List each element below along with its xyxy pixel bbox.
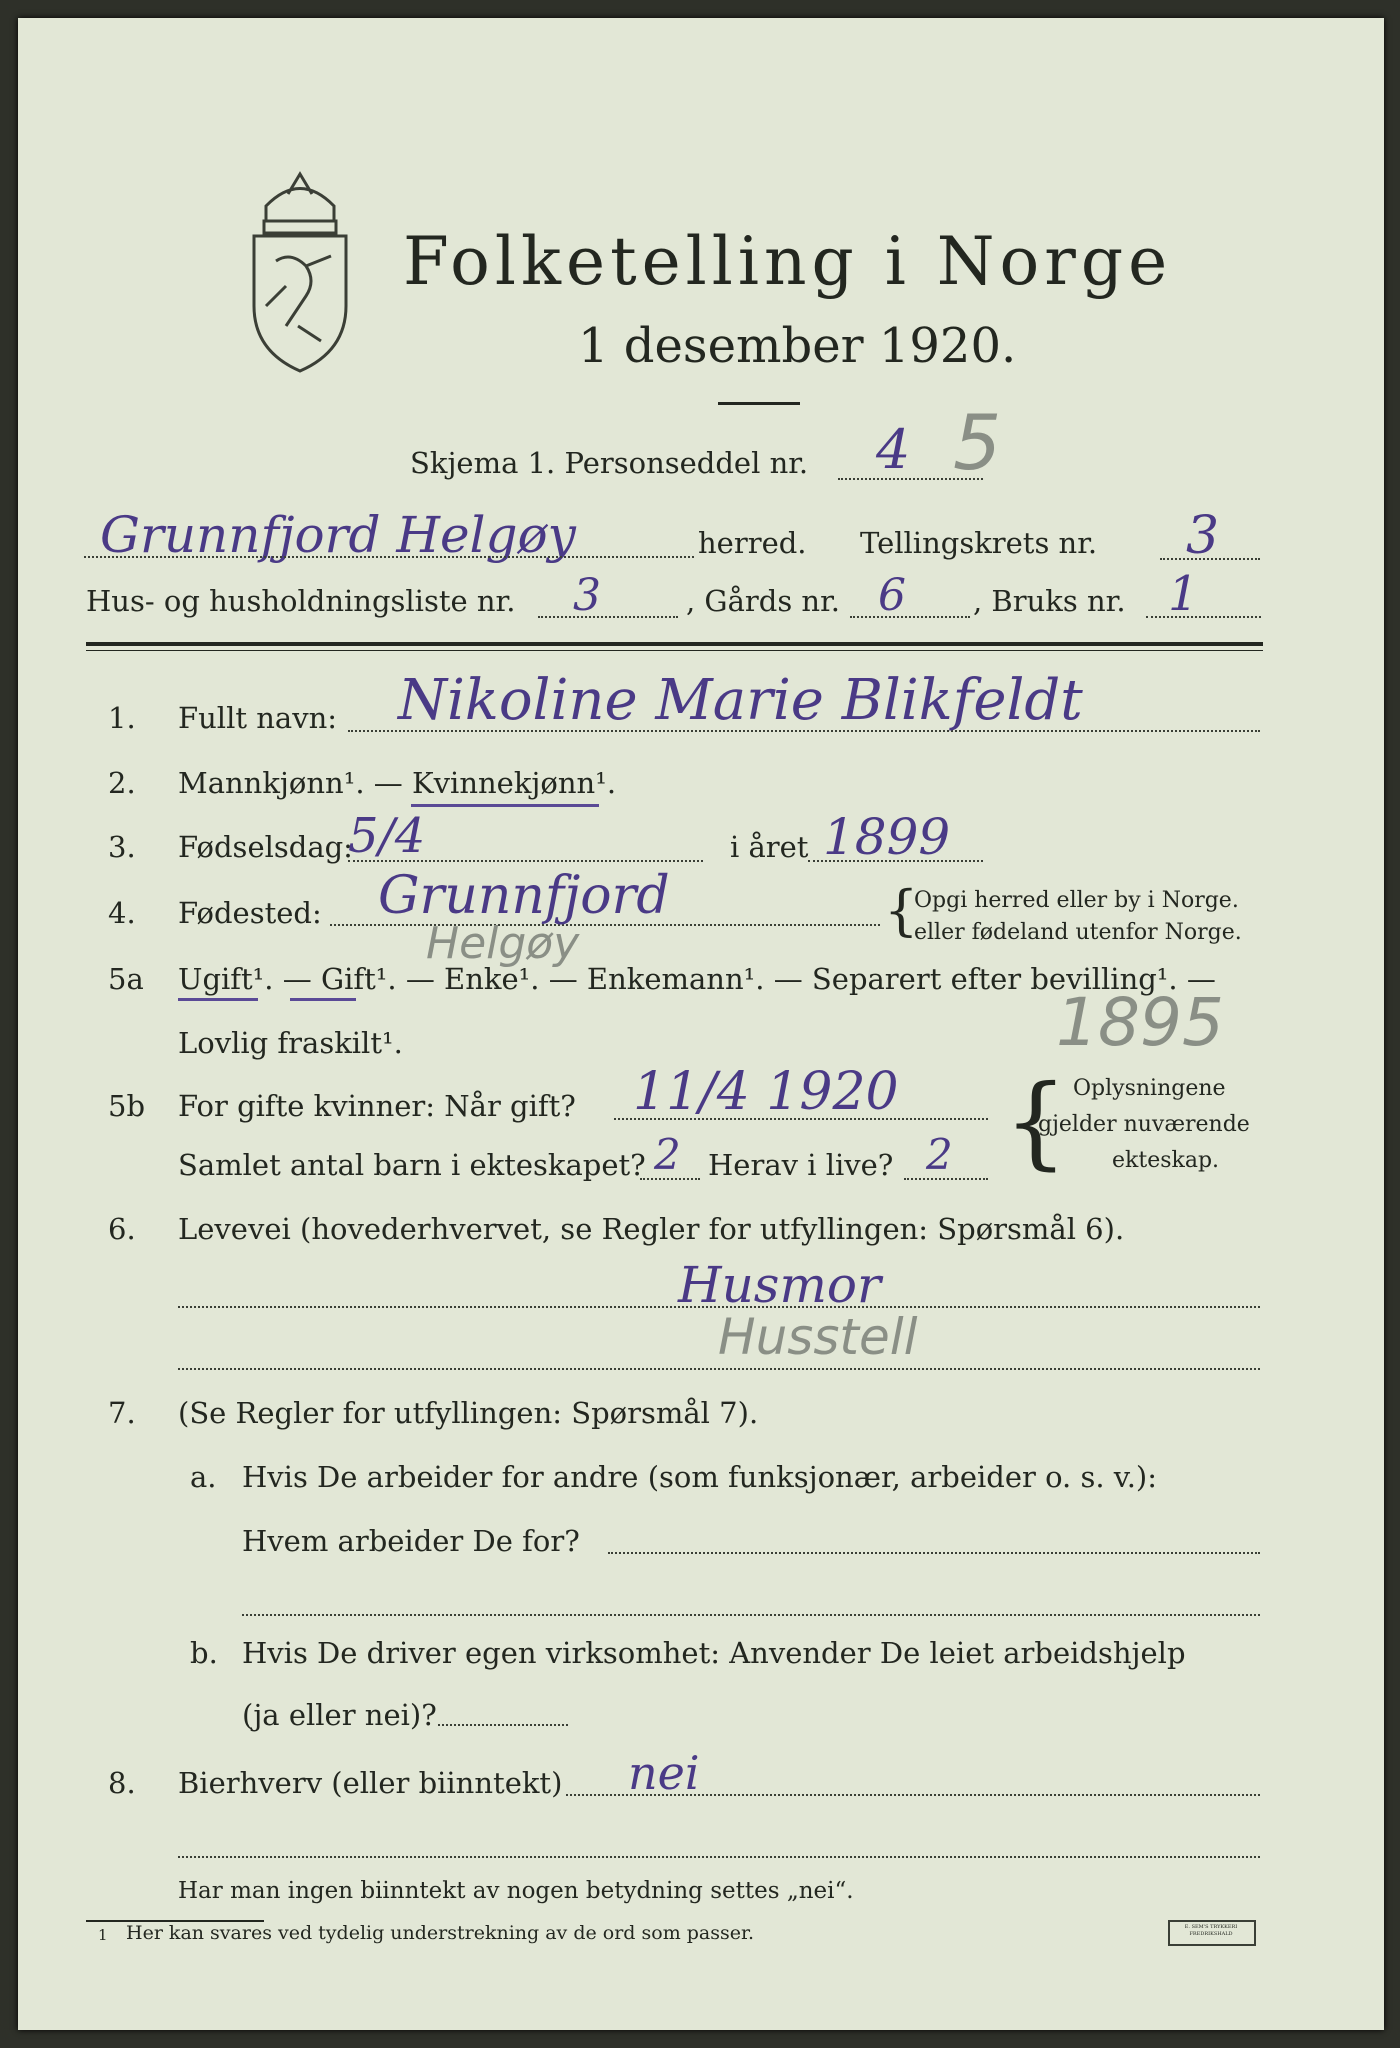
header-rule-thin [86, 650, 1263, 651]
q5b-number: 5b [108, 1089, 146, 1123]
q4-note-1: Opgi herred eller by i Norge. [914, 888, 1239, 913]
coat-of-arms-icon [236, 166, 364, 376]
q4-brace: { [884, 879, 919, 942]
q5a-underline-ugift [178, 998, 258, 1001]
husliste-dots [538, 616, 678, 618]
title-divider [718, 402, 800, 405]
q6-label: Levevei (hovederhvervet, se Regler for utfyllingen: Spørsmål 6). [178, 1212, 1125, 1246]
q2-underline [411, 804, 599, 807]
q4-note-2: eller fødeland utenfor Norge. [914, 920, 1242, 945]
bruks-dots [1146, 616, 1261, 618]
q1-label: Fullt navn: [178, 701, 338, 735]
q4-number: 4. [108, 896, 136, 930]
herred-dots [84, 556, 694, 558]
gards-value: 6 [878, 570, 906, 621]
q7a-dots-2 [242, 1614, 1260, 1616]
gards-label: , Gårds nr. [686, 584, 840, 618]
bruks-label: , Bruks nr. [973, 584, 1126, 618]
q3-year-label: i året [730, 830, 809, 864]
occupation-pencil: Husstell [718, 1308, 918, 1366]
q5a-label: Ugift¹. — Gift¹. — Enke¹. — Enkemann¹. — Separert efter bevilling¹. — [178, 962, 1216, 996]
q1-number: 1. [108, 701, 136, 735]
pencil-year-1895: 1895 [1056, 984, 1224, 1061]
q6-dots-2 [178, 1368, 1260, 1370]
side-income-value: nei [628, 1746, 700, 1800]
q5b-note-3: ekteskap. [1112, 1148, 1220, 1173]
q5b-note-2: gjelder nuværende [1038, 1112, 1250, 1137]
occupation-value: Husmor [678, 1256, 881, 1314]
full-name-value: Nikoline Marie Blikfeldt [398, 668, 1083, 733]
husliste-value: 3 [573, 570, 601, 621]
q3-number: 3. [108, 830, 136, 864]
q7b-dots [438, 1724, 568, 1726]
q5b-note-1: Oplysningene [1073, 1076, 1226, 1101]
q5b-brace: { [1004, 1063, 1068, 1180]
q5b-label: For gifte kvinner: Når gift? [178, 1089, 576, 1123]
birth-year-value: 1899 [823, 808, 951, 866]
q2-number: 2. [108, 766, 136, 800]
footnote-text: Her kan svares ved tydelig understrekning av de ord som passer. [126, 1922, 755, 1944]
q7a-dots-1 [608, 1552, 1260, 1554]
herred-value: Grunnfjord Helgøy [100, 506, 576, 564]
q8-label: Bierhverv (eller biinntekt) [178, 1766, 563, 1800]
census-form-sheet [18, 18, 1384, 2030]
footnote-mark: 1 [98, 1926, 108, 1944]
q8-dots-2 [178, 1856, 1260, 1858]
herred-label: herred. [698, 526, 807, 560]
q7a-letter: a. [190, 1460, 217, 1494]
personseddel-nr-pencil: 5 [953, 398, 1002, 487]
children-alive-value: 2 [926, 1130, 953, 1179]
q5a-number: 5a [108, 962, 144, 996]
tellingskrets-value: 3 [1186, 506, 1220, 566]
married-when-value: 11/4 1920 [633, 1062, 899, 1122]
husliste-label: Hus- og husholdningsliste nr. [86, 584, 516, 618]
gards-dots [850, 616, 970, 618]
form-title: Folketelling i Norge [403, 223, 1173, 300]
q7b-label-2: (ja eller nei)? [242, 1698, 437, 1732]
q7a-label: Hvis De arbeider for andre (som funksjonær, arbeider o. s. v.): [242, 1460, 1158, 1494]
q7-label: (Se Regler for utfyllingen: Spørsmål 7). [178, 1396, 759, 1430]
header-rule [86, 642, 1263, 646]
bruks-value: 1 [1168, 566, 1199, 622]
q8-number: 8. [108, 1766, 136, 1800]
printer-stamp-text: E. SEM'S TRYKKERI FREDRIKSHALD [1184, 1924, 1238, 1937]
q5a-label-2: Lovlig fraskilt¹. [178, 1026, 403, 1060]
birthplace-value: Grunnfjord [378, 866, 670, 926]
form-date: 1 desember 1920. [578, 318, 1017, 374]
q8-note: Har man ingen biinntekt av nogen betydning settes „nei“. [178, 1878, 854, 1904]
personseddel-nr: 4 [876, 418, 911, 481]
q5a-underline-gift [290, 998, 356, 1001]
tellingskrets-label: Tellingskrets nr. [860, 526, 1098, 560]
q3-label: Fødselsdag: [178, 830, 353, 864]
children-total-value: 2 [654, 1130, 681, 1179]
q7b-letter: b. [190, 1636, 218, 1670]
q7-number: 7. [108, 1396, 136, 1430]
birth-day-value: 5/4 [348, 808, 426, 864]
q2-label: Mannkjønn¹. — Kvinnekjønn¹. [178, 766, 617, 800]
q7b-label: Hvis De driver egen virksomhet: Anvender De leiet arbeidshjelp [242, 1636, 1186, 1670]
schema-label: Skjema 1. Personseddel nr. [410, 446, 809, 480]
q4-label: Fødested: [178, 896, 322, 930]
q6-number: 6. [108, 1212, 136, 1246]
birthplace-pencil: Helgøy [426, 918, 580, 969]
q5b-alive-label: Herav i live? [708, 1148, 894, 1182]
q5b-label-2: Samlet antal barn i ekteskapet? [178, 1148, 646, 1182]
q7a-label-2: Hvem arbeider De for? [242, 1524, 580, 1558]
